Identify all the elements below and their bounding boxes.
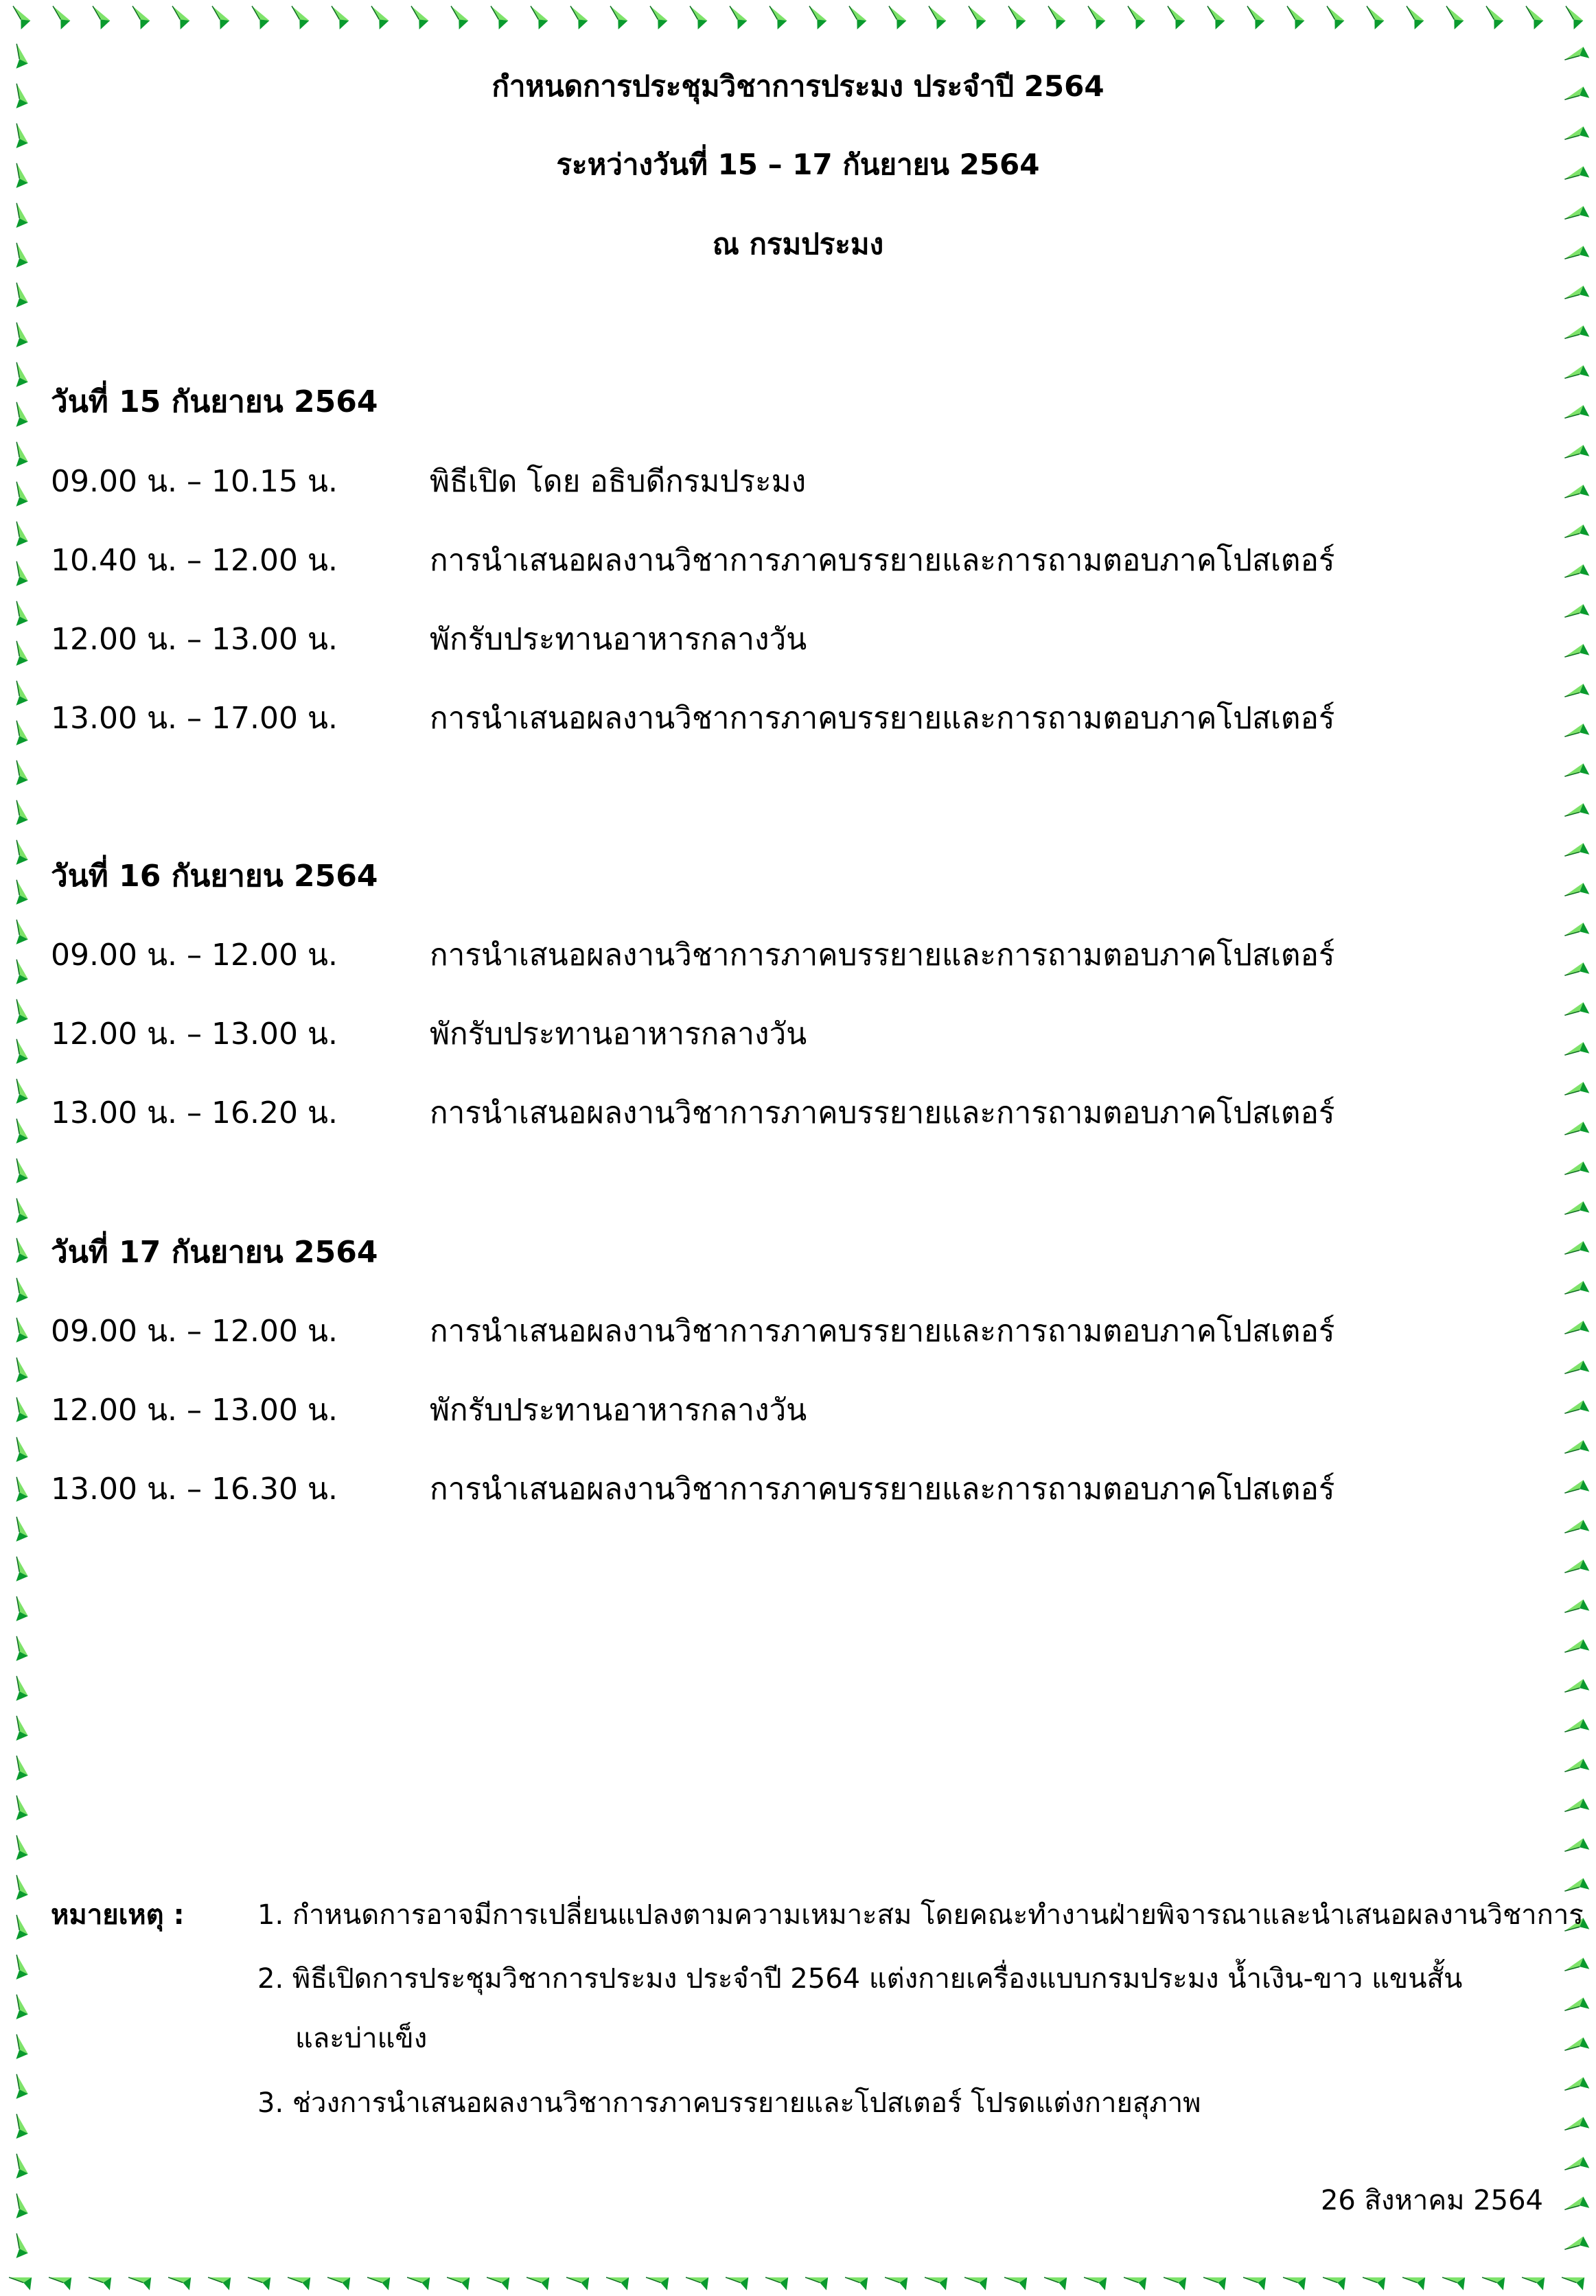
time-range: 09.00 น. – 12.00 น.: [51, 938, 338, 973]
date-range-title: ระหว่างวันที่ 15 – 17 กันยายน 2564: [556, 148, 1040, 181]
note-item-2-continuation: และบ่าแข็ง: [295, 2023, 428, 2054]
notes-label: หมายเหตุ :: [51, 1899, 185, 1931]
day-heading-2: วันที่ 16 กันยายน 2564: [51, 859, 378, 894]
activity: การนำเสนอผลงานวิชาการภาคบรรยายและการถามตอบภาคโปสเตอร์: [430, 1472, 1335, 1507]
time-range: 13.00 น. – 16.30 น.: [51, 1472, 338, 1507]
day-heading-1: วันที่ 15 กันยายน 2564: [51, 384, 378, 419]
note-item-3: 3. ช่วงการนำเสนอผลงานวิชาการภาคบรรยายและโปสเตอร์ โปรดแต่งกายสุภาพ: [257, 2087, 1201, 2119]
note-item-1: 1. กำหนดการอาจมีการเปลี่ยนแปลงตามความเหมาะสม โดยคณะทำงานฝ่ายพิจารณาและนำเสนอผลงานวิชาการ: [257, 1899, 1584, 1931]
time-range: 13.00 น. – 16.20 น.: [51, 1095, 338, 1130]
activity: พิธีเปิด โดย อธิบดีกรมประมง: [430, 464, 807, 499]
time-range: 13.00 น. – 17.00 น.: [51, 701, 338, 736]
announcement-date: 26 สิงหาคม 2564: [1320, 2185, 1543, 2216]
activity: พักรับประทานอาหารกลางวัน: [430, 622, 807, 657]
time-range: 12.00 น. – 13.00 น.: [51, 1393, 338, 1428]
activity: พักรับประทานอาหารกลางวัน: [430, 1393, 807, 1428]
note-item-2: 2. พิธีเปิดการประชุมวิชาการประมง ประจำปี 2564 แต่งกายเครื่องแบบกรมประมง น้ำเงิน-ขาว แขนสั้น: [257, 1963, 1463, 1995]
time-range: 09.00 น. – 10.15 น.: [51, 464, 338, 499]
activity: การนำเสนอผลงานวิชาการภาคบรรยายและการถามตอบภาคโปสเตอร์: [430, 938, 1335, 973]
day-heading-3: วันที่ 17 กันยายน 2564: [51, 1235, 378, 1270]
activity: การนำเสนอผลงานวิชาการภาคบรรยายและการถามตอบภาคโปสเตอร์: [430, 701, 1335, 736]
activity: การนำเสนอผลงานวิชาการภาคบรรยายและการถามตอบภาคโปสเตอร์: [430, 543, 1335, 578]
venue-title: ณ กรมประมง: [712, 227, 884, 261]
activity: การนำเสนอผลงานวิชาการภาคบรรยายและการถามตอบภาคโปสเตอร์: [430, 1314, 1335, 1349]
activity: พักรับประทานอาหารกลางวัน: [430, 1017, 807, 1052]
time-range: 12.00 น. – 13.00 น.: [51, 1017, 338, 1052]
time-range: 10.40 น. – 12.00 น.: [51, 543, 338, 578]
time-range: 09.00 น. – 12.00 น.: [51, 1314, 338, 1349]
activity: การนำเสนอผลงานวิชาการภาคบรรยายและการถามตอบภาคโปสเตอร์: [430, 1095, 1335, 1130]
time-range: 12.00 น. – 13.00 น.: [51, 622, 338, 657]
document-title: กำหนดการประชุมวิชาการประมง ประจำปี 2564: [491, 69, 1105, 103]
